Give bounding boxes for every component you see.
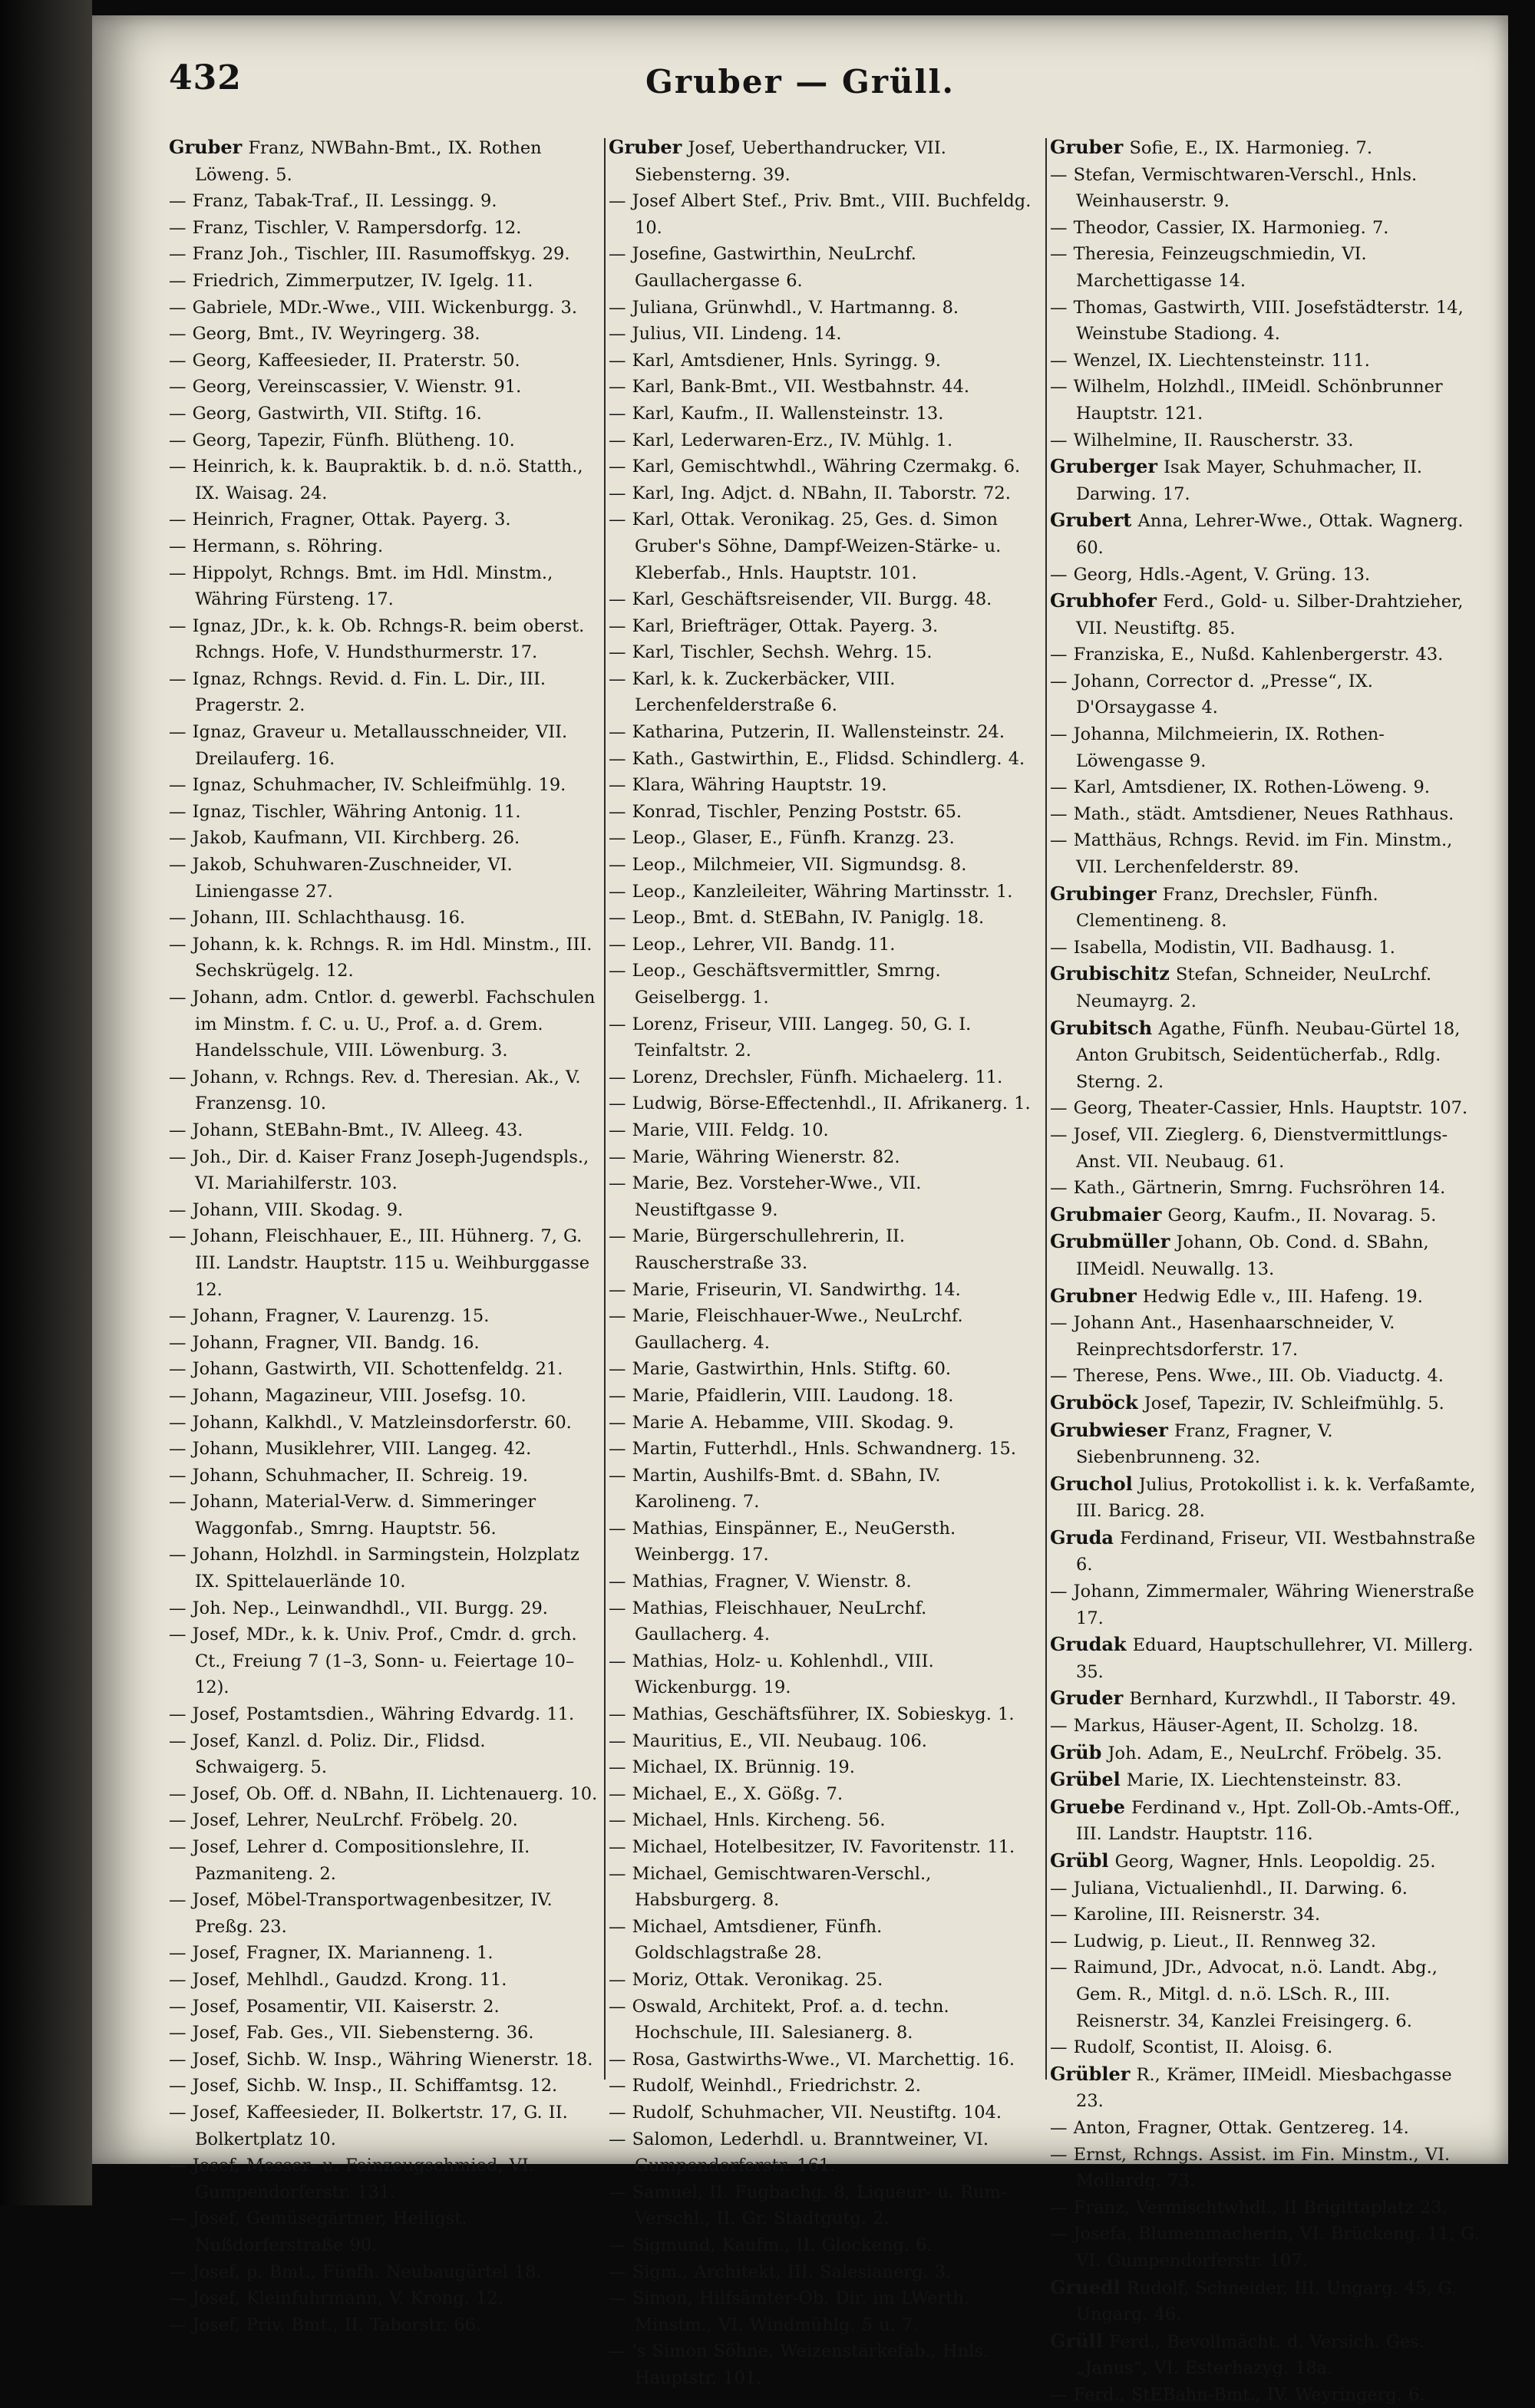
directory-entry: — Josef, Kleinfuhrmann, V. Krong. 12. <box>169 2288 503 2309</box>
directory-entry: — Georg, Gastwirth, VII. Stiftg. 16. <box>169 403 482 424</box>
directory-entry: — Johann, adm. Cntlor. d. gewerbl. Fachschulen im Minstm. f. C. u. U., Prof. a. d. Grem. Handelsschule, VIII. Löwenburg. 3. <box>169 988 596 1061</box>
directory-entry: — Johann, Schuhmacher, II. Schreig. 19. <box>169 1465 528 1486</box>
directory-entry: — Josef, Fragner, IX. Marianneng. 1. <box>169 1943 494 1964</box>
directory-entry: — Wilhelm, Holzhdl., IIMeidl. Schönbrunner Hauptstr. 121. <box>1050 377 1443 424</box>
surname-headword: Gruber <box>169 136 243 158</box>
surname-headword: Gruedl <box>1050 2275 1121 2298</box>
directory-entry: — Kath., Gärtnerin, Smrng. Fuchsröhren 14. <box>1050 1178 1446 1199</box>
directory-entry: — Josef, VII. Zieglerg. 6, Dienstvermittlungs-Anst. VII. Neubaug. 61. <box>1050 1124 1448 1172</box>
surname-headword: Grubischitz <box>1050 962 1170 985</box>
surname-headword: Grubmaier <box>1050 1202 1162 1225</box>
directory-entry: — Karl, Ing. Adjct. d. NBahn, II. Taborstr. 72. <box>609 483 1011 503</box>
directory-entry: — Franz, Vermischtwhdl., II Brigittaplatz 23. <box>1050 2197 1448 2218</box>
directory-entry: — Michael, Amtsdiener, Fünfh. Goldschlagstraße 28. <box>609 1916 883 1964</box>
page-number: 432 <box>169 58 242 97</box>
directory-entry: — Marie, VIII. Feldg. 10. <box>609 1120 829 1140</box>
directory-entry: — Matthäus, Rchngs. Revid. im Fin. Minstm., VII. Lerchenfelderstr. 89. <box>1050 830 1453 878</box>
directory-entry: — Johann, k. k. Rchngs. R. im Hdl. Minstm., III. Sechskrügelg. 12. <box>169 934 593 981</box>
surname-headword: Gruberger <box>1050 455 1157 478</box>
directory-entry: — Michael, Hotelbesitzer, IV. Favoritenstr. 11. <box>609 1837 1015 1857</box>
directory-entry: — Samuel, II. Fugbachg. 8, Liqueur- u. Rum-Verschl., II. Gr. Stadtgutg. 2. <box>609 2182 1007 2229</box>
directory-entry: — Karl, k. k. Zuckerbäcker, VIII. Lerchenfelderstraße 6. <box>609 668 896 716</box>
directory-entry: — Marie, Fleischhauer-Wwe., NeuLrchf. Gaullacherg. 4. <box>609 1306 963 1353</box>
directory-entry: — Mathias, Einspänner, E., NeuGersth. Weinbergg. 17. <box>609 1518 956 1565</box>
directory-entry: Grüb Joh. Adam, E., NeuLrchf. Fröbelg. 35. <box>1050 1740 1442 1763</box>
surname-headword: Gruebe <box>1050 1795 1125 1818</box>
directory-entry: — Josef, Postamtsdien., Währing Edvardg. 11. <box>169 1704 575 1725</box>
directory-entry: — Juliana, Victualienhdl., II. Darwing. 6. <box>1050 1878 1408 1898</box>
directory-entry: — Katharina, Putzerin, II. Wallensteinstr. 24. <box>609 722 1005 743</box>
directory-entry: — Ignaz, Schuhmacher, IV. Schleifmühlg. 19. <box>169 775 566 796</box>
directory-entry: — Johann, III. Schlachthausg. 16. <box>169 908 466 929</box>
running-head: Gruber — Grüll. <box>645 63 956 101</box>
directory-entry: — Josef, Möbel-Transportwagenbesitzer, IV. Preßg. 23. <box>169 1890 553 1937</box>
directory-entry: — Johann, v. Rchngs. Rev. d. Theresian. Ak., V. Franzensg. 10. <box>169 1067 581 1114</box>
directory-entry: — Karl, Ottak. Veronikag. 25, Ges. d. Simon Gruber's Söhne, Dampf-Weizen-Stärke- u. Kleberfab., Hnls. Hauptstr. 101. <box>609 510 1002 583</box>
directory-entry: — Moriz, Ottak. Veronikag. 25. <box>609 1969 883 1990</box>
directory-entry: — Georg, Bmt., IV. Weyringerg. 38. <box>169 324 480 345</box>
directory-entry: — Georg, Tapezir, Fünfh. Blütheng. 10. <box>169 430 515 450</box>
directory-entry: — Marie, Gastwirthin, Hnls. Stiftg. 60. <box>609 1359 952 1380</box>
directory-entry: — Johanna, Milchmeierin, IX. Rothen-Löwengasse 9. <box>1050 724 1385 771</box>
directory-entry: — Johann, Fragner, V. Laurenzg. 15. <box>169 1306 490 1327</box>
directory-entry: — Stefan, Vermischtwaren-Verschl., Hnls. Weinhauserstr. 9. <box>1050 164 1418 212</box>
directory-entry: — Ludwig, Börse-Effectenhdl., II. Afrikanerg. 1. <box>609 1093 1031 1114</box>
directory-entry: Gruder Bernhard, Kurzwhdl., II Taborstr. 49. <box>1050 1687 1457 1710</box>
directory-entry: — Gabriele, MDr.-Wwe., VIII. Wickenburgg. 3. <box>169 297 577 318</box>
directory-entry: — Friedrich, Zimmerputzer, IV. Igelg. 11. <box>169 270 533 291</box>
directory-entry: — Josef, Posamentir, VII. Kaiserstr. 2. <box>169 1996 500 2017</box>
directory-entry: — Franz Joh., Tischler, III. Rasumoffskyg. 29. <box>169 244 570 265</box>
surname-headword: Gruda <box>1050 1526 1114 1549</box>
directory-entry: Grübl Georg, Wagner, Hnls. Leopoldig. 25. <box>1050 1849 1436 1872</box>
directory-entry: — Josef, MDr., k. k. Univ. Prof., Cmdr. d. grch. Ct., Freiung 7 (1–3, Sonn- u. Feiertage 10–12). <box>169 1625 577 1698</box>
directory-entry: — Karl, Geschäftsreisender, VII. Burgg. 48. <box>609 589 992 610</box>
surname-headword: Grüb <box>1050 1740 1102 1763</box>
surname-headword: Grubhofer <box>1050 589 1157 612</box>
surname-headword: Grubner <box>1050 1284 1137 1307</box>
directory-entry: — Salomon, Lederhdl. u. Branntweiner, VI. Gumpendorferstr. 161. <box>609 2129 989 2176</box>
directory-entry: — Marie, Währing Wienerstr. 82. <box>609 1146 900 1167</box>
directory-entry: — Karl, Gemischtwhdl., Währing Czermakg. 6. <box>609 457 1021 477</box>
directory-entry: — Josef, Gemüsegärtner, Heiligst. Nußdorferstraße 90. <box>169 2208 467 2255</box>
directory-entry: — Rudolf, Weinhdl., Friedrichstr. 2. <box>609 2076 921 2096</box>
column-divider <box>1045 138 1047 2080</box>
directory-entry: Grubischitz Stefan, Schneider, NeuLrchf. Neumayrg. 2. <box>1050 962 1432 1011</box>
directory-entry: — Ludwig, p. Lieut., II. Rennweg 32. <box>1050 1931 1377 1951</box>
directory-entry: Gruda Ferdinand, Friseur, VII. Westbahnstraße 6. <box>1050 1526 1476 1575</box>
directory-entry: — Johann, Fragner, VII. Bandg. 16. <box>169 1332 480 1353</box>
directory-entry: — Isabella, Modistin, VII. Badhausg. 1. <box>1050 937 1395 958</box>
directory-entry: Gruchol Julius, Protokollist i. k. k. Verfaßamte, III. Baricg. 28. <box>1050 1472 1476 1522</box>
directory-entry: — Josef, Kanzl. d. Poliz. Dir., Flidsd. Schwaigerg. 5. <box>169 1730 486 1778</box>
directory-entry: — Marie A. Hebamme, VIII. Skodag. 9. <box>609 1412 954 1433</box>
directory-entry: — Franz, Tabak-Traf., II. Lessingg. 9. <box>169 191 497 212</box>
directory-entry: — Mathias, Geschäftsführer, IX. Sobieskyg. 1. <box>609 1704 1015 1725</box>
directory-entry: — Georg, Kaffeesieder, II. Praterstr. 50. <box>169 350 520 371</box>
directory-entry: — Karl, Amtsdiener, IX. Rothen-Löweng. 9. <box>1050 777 1430 798</box>
directory-entry: — Juliana, Grünwhdl., V. Hartmanng. 8. <box>609 297 959 318</box>
directory-entry: — Raimund, JDr., Advocat, n.ö. Landt. Abg., Gem. R., Mitgl. d. n.ö. LSch. R., III. Reisnerstr. 34, Kanzlei Freisingerg. 6. <box>1050 1958 1438 2031</box>
directory-entry: — Johann, Fleischhauer, E., III. Hühnerg. 7, G. III. Landstr. Hauptstr. 115 u. Weihburggasse 12. <box>169 1226 590 1300</box>
directory-entry: — Johann, StEBahn-Bmt., IV. Alleeg. 43. <box>169 1120 523 1140</box>
directory-entry: — Karl, Lederwaren-Erz., IV. Mühlg. 1. <box>609 430 953 450</box>
directory-entry: — Sigmund, Kaufm., II. Glockeng. 6. <box>609 2235 933 2255</box>
directory-entry: — Ignaz, Rchngs. Revid. d. Fin. L. Dir., III. Pragerstr. 2. <box>169 668 546 716</box>
directory-entry: — Leop., Glaser, E., Fünfh. Kranzg. 23. <box>609 828 955 849</box>
directory-entry: — Rosa, Gastwirths-Wwe., VI. Marchettig. 16. <box>609 2049 1015 2070</box>
directory-entry: — Leop., Lehrer, VII. Bandg. 11. <box>609 934 896 955</box>
directory-entry: — Marie, Bürgerschullehrerin, II. Rauscherstraße 33. <box>609 1226 906 1273</box>
surname-headword: Grubinger <box>1050 882 1157 905</box>
directory-entry: — Ignaz, Graveur u. Metallausschneider, VII. Dreilauferg. 16. <box>169 722 568 769</box>
directory-entry: Grubitsch Agathe, Fünfh. Neubau-Gürtel 18, Anton Grubitsch, Seidentücherfab., Rdlg. Sterng. 2. <box>1050 1016 1461 1092</box>
directory-entry: — Georg, Theater-Cassier, Hnls. Hauptstr. 107. <box>1050 1098 1468 1119</box>
surname-headword: Grubitsch <box>1050 1016 1153 1039</box>
directory-entry: Gruberger Isak Mayer, Schuhmacher, II. Darwing. 17. <box>1050 455 1422 504</box>
directory-entry: — Anton, Fragner, Ottak. Gentzereg. 14. <box>1050 2117 1409 2138</box>
directory-entry: Grubwieser Franz, Fragner, V. Siebenbrunneng. 32. <box>1050 1418 1333 1468</box>
directory-entry: — Markus, Häuser-Agent, II. Scholzg. 18. <box>1050 1716 1419 1737</box>
column-divider <box>604 138 606 2080</box>
directory-entry: — Leop., Milchmeier, VII. Sigmundsg. 8. <box>609 855 967 876</box>
directory-entry: — Karl, Tischler, Sechsh. Wehrg. 15. <box>609 642 933 663</box>
directory-entry: — Therese, Pens. Wwe., III. Ob. Viaductg. 4. <box>1050 1366 1444 1387</box>
directory-entry: Grubinger Franz, Drechsler, Fünfh. Clementineng. 8. <box>1050 882 1378 932</box>
directory-entry: — Mathias, Fleischhauer, NeuLrchf. Gaullacherg. 4. <box>609 1598 927 1645</box>
directory-entry: — Leop., Kanzleileiter, Währing Martinsstr. 1. <box>609 881 1013 902</box>
directory-entry: — Lorenz, Friseur, VIII. Langeg. 50, G. I. Teinfaltstr. 2. <box>609 1014 972 1061</box>
directory-entry: — Johann, Zimmermaler, Währing Wienerstraße 17. <box>1050 1582 1474 1628</box>
directory-entry: — Jakob, Schuhwaren-Zuschneider, VI. Liniengasse 27. <box>169 855 513 902</box>
surname-headword: Gruber <box>609 136 682 158</box>
directory-column-1 <box>169 134 599 2338</box>
surname-headword: Gruböck <box>1050 1390 1138 1413</box>
directory-entry: — Josefa, Blumenmacherin, VI. Brückeng. 11, G. VI. Gumpendorferstr. 107. <box>1050 2224 1480 2271</box>
directory-entry: — Rudolf, Scontist, II. Aloisg. 6. <box>1050 2037 1333 2058</box>
surname-headword: Grubwieser <box>1050 1418 1168 1441</box>
directory-entry: — Georg, Vereinscassier, V. Wienstr. 91. <box>169 377 522 397</box>
directory-entry: — Johann, Corrector d. „Presse“, IX. D'Orsaygasse 4. <box>1050 671 1373 718</box>
directory-entry: — Johann, Magazineur, VIII. Josefsg. 10. <box>169 1385 527 1406</box>
directory-entry: — Simon, Hilfsämter-Ob. Dir. im LWerth. Minstm., VI. Windmühlg. 5 u. 7. <box>609 2288 969 2335</box>
directory-entry: Grudak Eduard, Hauptschullehrer, VI. Millerg. 35. <box>1050 1633 1474 1682</box>
directory-entry: — Konrad, Tischler, Penzing Poststr. 65. <box>609 801 962 822</box>
directory-entry: Gruebe Ferdinand v., Hpt. Zoll-Ob.-Amts-Off., III. Landstr. Hauptstr. 116. <box>1050 1795 1461 1845</box>
directory-entry: Grubhofer Ferd., Gold- u. Silber-Drahtzieher, VII. Neustiftg. 85. <box>1050 589 1464 638</box>
directory-entry: — Josef, Lehrer, NeuLrchf. Fröbelg. 20. <box>169 1810 518 1831</box>
directory-entry: — Rudolf, Schuhmacher, VII. Neustiftg. 104. <box>609 2102 1002 2123</box>
directory-entry: — Thomas, Gastwirth, VIII. Josefstädterstr. 14, Weinstube Stadiong. 4. <box>1050 297 1464 345</box>
directory-entry: — Theresia, Feinzeugschmiedin, VI. Marchettigasse 14. <box>1050 244 1367 291</box>
surname-headword: Gruber <box>1050 136 1124 158</box>
directory-entry: — Martin, Futterhdl., Hnls. Schwandnerg. 15. <box>609 1439 1016 1460</box>
directory-entry: — Leop., Geschäftsvermittler, Smrng. Geiselbergg. 1. <box>609 961 941 1008</box>
directory-entry: — Heinrich, k. k. Baupraktik. b. d. n.ö. Statth., IX. Waisag. 24. <box>169 457 583 503</box>
directory-entry: — Johann, Musiklehrer, VIII. Langeg. 42. <box>169 1439 532 1460</box>
directory-entry: — Sigm., Architekt, III. Salesianerg. 3. <box>609 2261 952 2282</box>
directory-entry: — Theodor, Cassier, IX. Harmonieg. 7. <box>1050 217 1389 238</box>
directory-entry: — Martin, Aushilfs-Bmt. d. SBahn, IV. Karolineng. 7. <box>609 1465 941 1512</box>
directory-entry: — Georg, Hdls.-Agent, V. Grüng. 13. <box>1050 564 1371 585</box>
directory-entry: — Franz, Tischler, V. Rampersdorfg. 12. <box>169 217 522 238</box>
surname-headword: Grübl <box>1050 1849 1109 1872</box>
directory-entry: — Karl, Kaufm., II. Wallensteinstr. 13. <box>609 403 944 424</box>
directory-entry: — Josef, Messer- u. Feinzeugschmied, VI. Gumpendorferstr. 131. <box>169 2156 534 2202</box>
directory-entry: — Ignaz, JDr., k. k. Ob. Rchngs-R. beim oberst. Rchngs. Hofe, V. Hundsthurmerstr. 17. <box>169 615 585 663</box>
directory-page <box>92 15 1508 2405</box>
directory-entry: Grubmüller Johann, Ob. Cond. d. SBahn, IIMeidl. Neuwallg. 13. <box>1050 1230 1429 1279</box>
directory-entry: — Mathias, Holz- u. Kohlenhdl., VIII. Wickenburgg. 19. <box>609 1651 934 1698</box>
directory-entry: — Karl, Amtsdiener, Hnls. Syringg. 9. <box>609 350 941 371</box>
directory-entry: — Johann, Gastwirth, VII. Schottenfeldg. 21. <box>169 1359 563 1380</box>
directory-entry: — Math., städt. Amtsdiener, Neues Rathhaus. <box>1050 803 1454 824</box>
directory-entry: Gruedl Rudolf, Schneider, III. Ungarg. 45, G. Ungarg. 46. <box>1050 2275 1457 2325</box>
directory-entry: Gruber Sofie, E., IX. Harmonieg. 7. <box>1050 136 1372 158</box>
book-binding-edge <box>0 0 92 2205</box>
directory-entry: Gruböck Josef, Tapezir, IV. Schleifmühlg. 5. <box>1050 1390 1444 1413</box>
directory-entry: Grubner Hedwig Edle v., III. Hafeng. 19. <box>1050 1284 1423 1307</box>
surname-headword: Grubmüller <box>1050 1230 1170 1253</box>
directory-entry: — Joh. Nep., Leinwandhdl., VII. Burgg. 29. <box>169 1598 548 1618</box>
directory-entry: — Michael, IX. Brünnig. 19. <box>609 1757 855 1778</box>
directory-entry: — Karl, Briefträger, Ottak. Payerg. 3. <box>609 615 939 636</box>
directory-entry: — Franziska, E., Nußd. Kahlenbergerstr. 43. <box>1050 645 1444 665</box>
surname-headword: Grudak <box>1050 1633 1127 1656</box>
directory-entry: — Josef, Ob. Off. d. NBahn, II. Lichtenauerg. 10. <box>169 1783 598 1804</box>
directory-entry: — Marie, Bez. Vorsteher-Wwe., VII. Neustiftgasse 9. <box>609 1173 922 1220</box>
surname-headword: Gruchol <box>1050 1472 1133 1495</box>
directory-column-2 <box>609 134 1038 2391</box>
directory-entry: — Heinrich, Fragner, Ottak. Payerg. 3. <box>169 510 511 530</box>
directory-entry: — Johann, Material-Verw. d. Simmeringer Waggonfab., Smrng. Hauptstr. 56. <box>169 1492 536 1539</box>
directory-entry: — Josef Albert Stef., Priv. Bmt., VIII. Buchfeldg. 10. <box>609 191 1032 238</box>
directory-entry: — Leop., Bmt. d. StEBahn, IV. Paniglg. 18. <box>609 908 985 929</box>
directory-entry: — Mauritius, E., VII. Neubaug. 106. <box>609 1730 927 1751</box>
directory-entry: — Karoline, III. Reisnerstr. 34. <box>1050 1905 1321 1925</box>
directory-entry: — Josef, Fab. Ges., VII. Siebensterng. 36. <box>169 2023 534 2044</box>
directory-entry: — Michael, Hnls. Kircheng. 56. <box>609 1810 886 1831</box>
directory-entry: Grübler R., Krämer, IIMeidl. Miesbachgasse 23. <box>1050 2062 1452 2112</box>
directory-entry: — Josef, Mehlhdl., Gaudzd. Krong. 11. <box>169 1969 507 1990</box>
directory-entry: — Marie, Pfaidlerin, VIII. Laudong. 18. <box>609 1385 954 1406</box>
directory-entry: — Josef, Sichb. W. Insp., Währing Wienerstr. 18. <box>169 2049 593 2070</box>
directory-entry: — Klara, Währing Hauptstr. 19. <box>609 775 887 796</box>
surname-headword: Grübler <box>1050 2062 1131 2085</box>
directory-entry: — Josef, Lehrer d. Compositionslehre, II. Pazmaniteng. 2. <box>169 1837 530 1884</box>
directory-entry: — Julius, VII. Lindeng. 14. <box>609 324 842 345</box>
surname-headword: Grüll <box>1050 2329 1103 2352</box>
directory-entry: — Kath., Gastwirthin, E., Flidsd. Schindlerg. 4. <box>609 748 1025 769</box>
directory-entry: — 's Simon Söhne, Weizenstärkefab., Hnls. Hauptstr. 101. <box>609 2341 989 2388</box>
directory-entry: — Hermann, s. Röhring. <box>169 536 384 556</box>
directory-entry: Gruber Franz, NWBahn-Bmt., IX. Rothen Löweng. 5. <box>169 136 542 185</box>
directory-entry: — Jakob, Kaufmann, VII. Kirchberg. 26. <box>169 828 520 849</box>
directory-entry: — Wilhelmine, II. Rauscherstr. 33. <box>1050 430 1354 450</box>
directory-entry: Gruber Josef, Ueberthandrucker, VII. Siebensterng. 39. <box>609 136 946 185</box>
directory-entry: — Mathias, Fragner, V. Wienstr. 8. <box>609 1572 912 1592</box>
directory-entry: — Johann, Holzhdl. in Sarmingstein, Holzplatz IX. Spittelauerlände 10. <box>169 1545 579 1592</box>
directory-entry: — Ferd., StEBahn-Bmt., IV. Weyringerg. 6. <box>1050 2384 1425 2405</box>
directory-entry: — Johann, Kalkhdl., V. Matzleinsdorferstr. 60. <box>169 1412 572 1433</box>
surname-headword: Grubert <box>1050 509 1132 532</box>
directory-entry: — Hippolyt, Rchngs. Bmt. im Hdl. Minstm., Währing Fürsteng. 17. <box>169 562 553 610</box>
directory-entry: — Marie, Friseurin, VI. Sandwirthg. 14. <box>609 1279 961 1300</box>
surname-headword: Gruder <box>1050 1687 1124 1710</box>
directory-entry: — Wenzel, IX. Liechtensteinstr. 111. <box>1050 350 1370 371</box>
directory-entry: Grübel Marie, IX. Liechtensteinstr. 83. <box>1050 1768 1402 1791</box>
directory-entry: — Johann, VIII. Skodag. 9. <box>169 1199 404 1220</box>
directory-entry: Grubert Anna, Lehrer-Wwe., Ottak. Wagnerg. 60. <box>1050 509 1464 558</box>
directory-entry: — Lorenz, Drechsler, Fünfh. Michaelerg. 11. <box>609 1067 1003 1087</box>
directory-entry: — Josefine, Gastwirthin, NeuLrchf. Gaullachergasse 6. <box>609 244 916 291</box>
directory-entry: — Michael, E., X. Gößg. 7. <box>609 1783 843 1804</box>
directory-entry: — Josef, Priv. Bmt., II. Taborstr. 66. <box>169 2314 482 2335</box>
directory-entry: — Michael, Gemischtwaren-Verschl., Habsburgerg. 8. <box>609 1863 932 1911</box>
directory-entry: — Josef, Kaffeesieder, II. Bolkertstr. 17, G. II. Bolkertplatz 10. <box>169 2102 568 2149</box>
directory-entry: — Josef, p. Bmt., Fünfh. Neubaugürtel 18. <box>169 2261 542 2282</box>
directory-entry: — Ignaz, Tischler, Währing Antonig. 11. <box>169 801 521 822</box>
directory-entry: — Oswald, Architekt, Prof. a. d. techn. Hochschule, III. Salesianerg. 8. <box>609 1996 949 2044</box>
directory-entry: — Joh., Dir. d. Kaiser Franz Joseph-Jugendspls., VI. Mariahilferstr. 103. <box>169 1146 589 1194</box>
directory-entry: — Josef, Sichb. W. Insp., II. Schiffamtsg. 12. <box>169 2076 558 2096</box>
surname-headword: Grübel <box>1050 1768 1121 1791</box>
directory-entry: Grubmaier Georg, Kaufm., II. Novarag. 5. <box>1050 1202 1437 1225</box>
directory-column-3 <box>1050 134 1480 2408</box>
directory-entry: — Johann Ant., Hasenhaarschneider, V. Reinprechtsdorferstr. 17. <box>1050 1313 1395 1360</box>
directory-entry: Grüll Ferd., Bevollmächt. d. Versich. Ges. „Janus“, VI. Esterhazyg. 18a. <box>1050 2329 1425 2379</box>
directory-entry: — Karl, Bank-Bmt., VII. Westbahnstr. 44. <box>609 377 970 397</box>
directory-entry: — Ernst, Rchngs. Assist. im Fin. Minstm., VI. Mollardg. 73. <box>1050 2144 1451 2192</box>
